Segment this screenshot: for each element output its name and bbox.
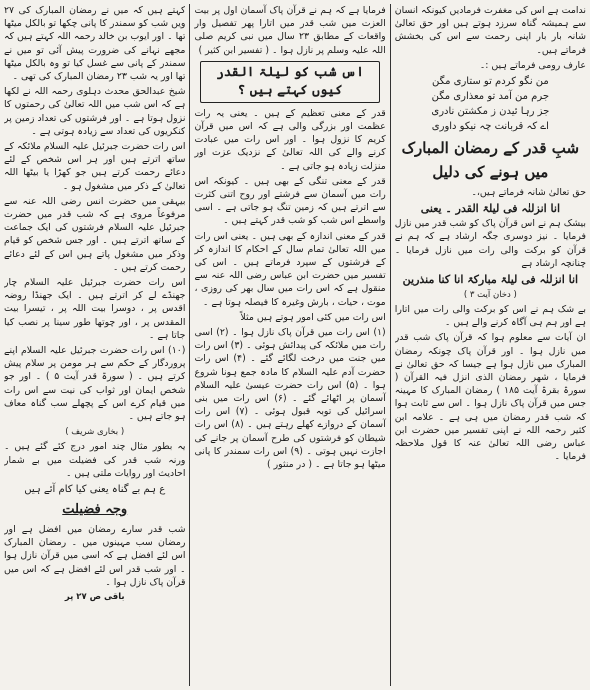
heading-text: وجہ فضیلت — [62, 501, 128, 517]
quran-verse: انا انزلنٰہ فی لیلۃ القدر ۔ یعنی — [420, 202, 560, 216]
body-paragraph: اس رات حضرت جبرئیل علیہ السلام چار جھنڈے لے کر اترتے ہیں ۔ ایک جھنڈا روضہ اقدس پر ، دوسرا بیت اللہ پر ، تیسرا بیت المقدس پر ، اور چوتھا طور سینا پر نصب کیا جاتا ہے ۔ — [4, 277, 186, 341]
poem-line: اے کہ قربانت چہ نیکو داوری — [431, 121, 549, 133]
body-paragraph: شیخ عبدالحق محدث دہلوی رحمہ اللہ نے لکھا ہے کہ اس شب میں اللہ تعالیٰ کی رحمتوں کا نزول ہوتا ہے ۔ اور فرشتوں کی تعداد زمین پر کنکریوں کی تعداد سے زیادہ ہوتی ہے ۔ — [4, 86, 186, 137]
source-reference: ( بخاری شریف ) — [65, 427, 125, 438]
verse-reference: ( دخان آیت ۳ ) — [463, 290, 517, 301]
body-paragraph: اس رات حضرت جبرئیل علیہ السلام ملائکہ کے ساتھ اترتے ہیں اور ہر اس شخص کے لئے دعائے رحمت کرتے ہیں جو کھڑا یا بیٹھا اللہ تعالیٰ کے ذکر میں مشغول ہو ۔ — [4, 141, 186, 192]
lead-line: حق تعالیٰ شانہ فرماتے ہیں،۔ — [471, 187, 586, 199]
body-paragraph: قدر کے معنی اندازہ کے بھی ہیں ۔ یعنی اس رات میں اللہ تعالیٰ تمام سال کے احکام کا اندازہ کر کے فرشتوں کے سپرد فرماتے ہیں ۔ اس کی تفسیر میں حضرت ابن عباس رضی اللہ عنہ سے منقول ہے کہ اس رات میں سال بھر کی روزی ، موت ، حیات ، بارش وغیرہ کا فیصلہ ہوتا ہے ۔ — [194, 230, 386, 308]
continued-note: باقی ص ۲۷ پر — [64, 591, 125, 602]
body-paragraph: ان آیات سے معلوم ہوا کہ قرآن پاک شب قدر میں نازل ہوا ۔ اور قرآن پاک چونکہ رمضان المبارک میں نازل ہوا ہے جیسا کہ حق تعالیٰ نے فرمایا ، شھر رمضان الذی انزل فیہ القرآن ( سورۃ بقرۃ آیت ۱۸۵ ) رمضان المبارک کا مہینہ جس میں قرآن پاک نازل ہوا ۔ اس سے ثابت ہوا کہ شب قدر رمضان میں ہی ہے ۔ علامہ ابن کثیر رحمہ اللہ نے اپنی تفسیر میں حضرت ابن عباس رضی اللہ تعالیٰ عنہ کا قول ملاحظہ فرمایا ۔ — [394, 332, 586, 463]
body-paragraph: اس رات میں کئی امور ہوتے ہیں مثلاً — [240, 311, 386, 323]
body-paragraph: بیشک ہم نے اس قرآن پاک کو شب قدر میں نازل فرمایا ۔ نیز دوسری جگہ ارشاد ہے کہ ہم نے قرآن کو برکت والی رات میں نازل فرمایا ۔ چنانچہ ارشاد ہے — [394, 218, 586, 269]
body-paragraph: شب قدر سارے رمضان میں افضل ہے اور رمضان سب مہینوں میں ۔ رمضان المبارک اس لئے افضل ہے کہ اسی میں قرآن نازل ہوا ۔ اور شب قدر اس لئے افضل ہے کہ اس میں قرآن پاک نازل ہوا ۔ — [4, 523, 186, 588]
persian-poem — [395, 74, 586, 134]
left-column — [4, 4, 185, 686]
body-paragraph: بیہقی میں حضرت انس رضی اللہ عنہ سے مرفوعاً مروی ہے کہ شب قدر میں حضرت جبرئیل علیہ السلام فرشتوں کی ایک جماعت کے ساتھ اترتے ہیں ۔ اور جس شخص کو قیام وذکر میں مشغول پاتے ہیں اس کے لئے دعائے رحمت کرتے ہیں ۔ — [4, 195, 186, 273]
body-paragraph: بے شک ہم نے اس کو برکت والی رات میں اتارا ہے اور ہم ہی آگاہ کرنے والے ہیں ۔ — [394, 304, 586, 329]
body-paragraph: قدر کے معنی تنگی کے بھی ہیں ۔ کیونکہ اس رات میں آسمان سے فرشتے اور روح اتنی کثرت سے اترتے ہیں کہ زمین تنگ ہو جاتی ہے ۔ اسی واسطے اس شب کو شب قدر کہتے ہیں ۔ — [194, 175, 386, 227]
right-column — [395, 4, 586, 686]
quote-lead: عارف رومی فرماتے ہیں :۔ — [479, 59, 586, 71]
intro-paragraph: ندامت ہے اس کی مغفرت فرمادیں کیونکہ انسان سے ہمیشہ گناہ سرزد ہوتے ہیں اور حق تعالیٰ شانہ بار بار اپنی رحمت سے اس کی بخشش فرماتے ہیں۔ — [394, 5, 586, 56]
poem-line: جز رہا ئیدن ز مکشتن نادری — [431, 106, 550, 118]
poem-line: جرم من آمد تو معذاری مگن — [431, 91, 550, 103]
middle-column — [189, 4, 390, 686]
section-heading — [4, 501, 185, 519]
intro-paragraph: فرمایا ہے کہ ہم نے قرآن پاک آسمان اول پر بیت العزت میں شب قدر میں اتارا پھر تفصیل وار واقعات کے مطابق ۲۳ سال میں نبی کریم صلی اللہ علیہ وسلم پر نازل ہوا ۔ ( تفسیر ابن کثیر ) — [194, 5, 386, 56]
section-heading-line2: میں ہونے کی دلیل — [432, 163, 549, 182]
section-heading: شبِ قدر کے رمضان المبارک — [401, 139, 580, 158]
quote-line: ع ہم بے گناہ یعنی کیا کام آئے ہیں — [24, 483, 166, 495]
body-paragraph: قدر کے معنی تعظیم کے ہیں ۔ یعنی یہ رات عظمت اور بزرگی والی ہے کہ اس میں قرآن کریم کا نزول ہوا ۔ اور اس رات میں عبادت کرنے والے کی اللہ تعالیٰ کے نزدیک عزت اور منزلت زیادہ ہو جاتی ہے ۔ — [194, 107, 386, 172]
section-heading: اس شب کو لیلۃ القدر کیوں کہتے ہیں ؟ — [200, 61, 379, 103]
poem-line: من نگو کردم تو ستاری مگن — [431, 76, 549, 88]
intro-paragraph: کہتے ہیں کہ میں نے رمضان المبارک کی ۲۷ ویں شب کو سمندر کا پانی چکھا تو بالکل میٹھا تھا ۔ اور ایوب بن خالد رحمہ اللہ کہتے ہیں کہ مجھے نہانے کی ضرورت پیش آئی تو میں نے سمندر کے پانی سے غسل کیا تو وہ بالکل میٹھا تھا اور یہ شب ۲۳ رمضان المبارک کی تھی ۔ — [4, 5, 186, 83]
quran-verse: انا انزلنٰہ فی لیلۃ مبارکۃ انا کنا منذرین — [402, 273, 579, 287]
body-paragraph: (۱۰) اس رات حضرت جبرئیل علیہ السلام اپنے پروردگار کے حکم سے ہر مومن پر سلام پیش کرتے ہیں ۔ ( سورۃ قدر آیت ۵ ) ۔ اور جو شخص ایمان اور ثواب کی نیت سے اس رات میں قیام کرے اس کے پچھلے سب گناہ معاف ہو جاتے ہیں ۔ — [4, 345, 186, 423]
numbered-list: (۱) اس رات میں قرآن پاک نازل ہوا ۔ (۲) اسی رات میں ملائکہ کی پیدائش ہوئی ۔ (۳) اس رات میں جنت میں درخت لگائے گئے ۔ (۴) اس رات حضرت آدم علیہ السلام کا مادہ جمع ہونا شروع ہوا ۔ (۵) اس رات حضرت عیسیٰ علیہ السلام آسمان پر اٹھائے گئے ۔ (۶) اس رات میں بنی اسرائیل کی توبہ قبول ہوئی ۔ (۷) اس رات آسمان کے دروازے کھلے رہتے ہیں ۔ (۸) اس رات شیطان کو فرشتوں کی طرح آسمان پر جانے کی اجازت نہیں ہوتی ۔ (۹) اس رات سمندر کا پانی میٹھا ہو جاتا ہے ۔ ( در منثور ) — [194, 327, 386, 471]
three-column-layout — [4, 4, 586, 686]
body-paragraph: یہ بطور مثال چند امور درج کئے گئے ہیں ۔ ورنہ شب قدر کی فضیلت میں بے شمار احادیث اور روایات ملتی ہیں ۔ — [4, 441, 186, 479]
